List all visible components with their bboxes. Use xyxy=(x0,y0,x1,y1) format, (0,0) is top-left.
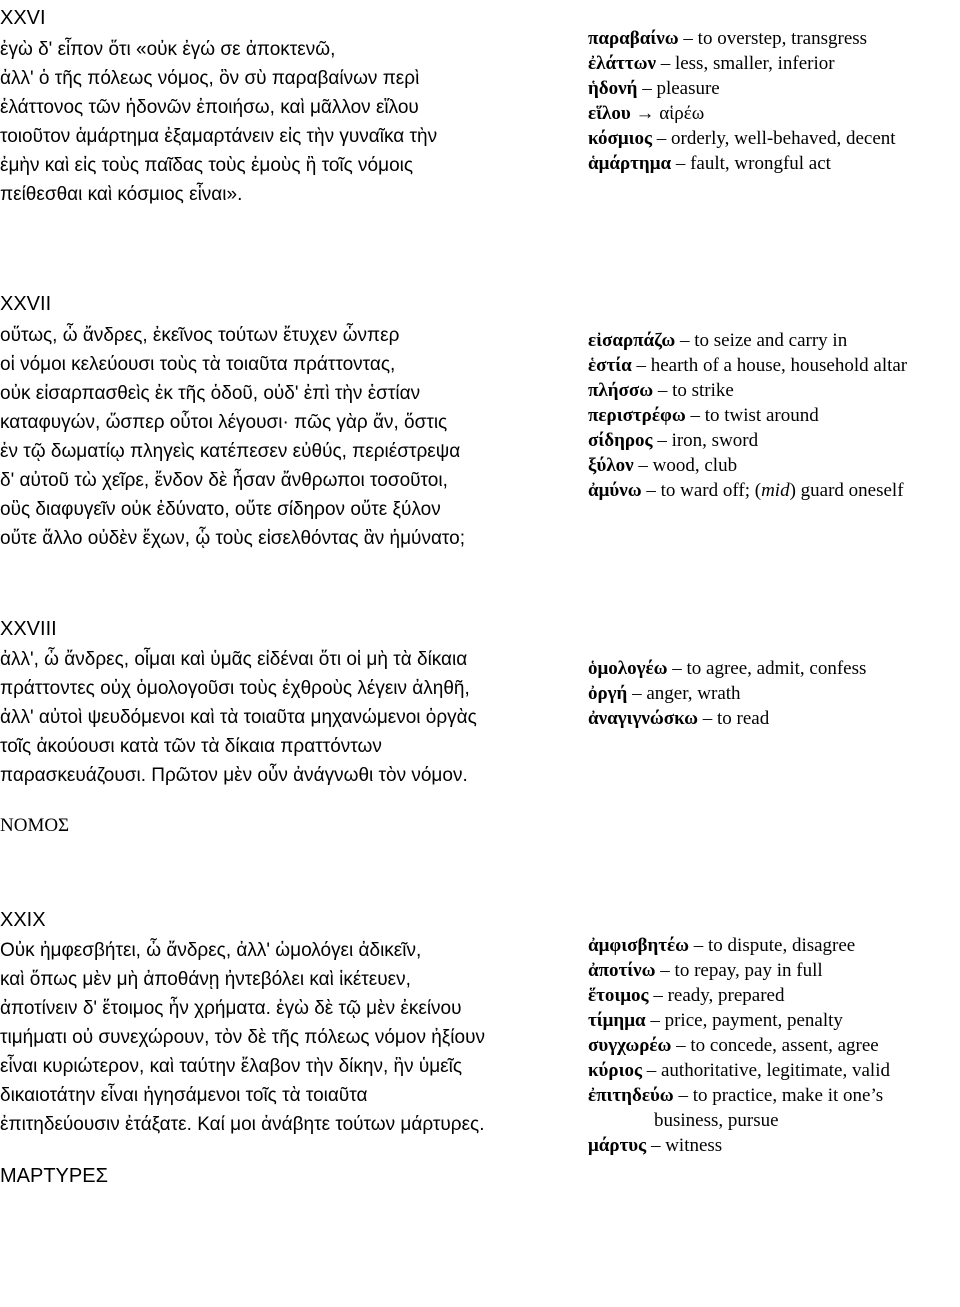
section-number: XXVII xyxy=(0,293,52,315)
vocab-definition: – to twist around xyxy=(690,405,819,426)
vocab-definition: – price, payment, penalty xyxy=(650,1010,843,1031)
passage-column xyxy=(0,6,578,209)
vocab-word: ὁμολογέω xyxy=(588,658,668,679)
vocab-word: εἰσαρπάζω xyxy=(588,330,676,351)
vocab-word: ἐπιτηδεύω xyxy=(588,1085,674,1106)
vocab-entry xyxy=(588,328,960,353)
vocab-entry xyxy=(588,101,960,126)
vocabulary-list xyxy=(588,933,960,1158)
vocab-word: ἀμφισβητέω xyxy=(588,935,690,956)
vocabulary-list xyxy=(588,656,960,731)
vocab-word: παραβαίνω xyxy=(588,28,679,49)
vocab-definition: – anger, wrath xyxy=(632,683,741,704)
vocab-word: ὀργή xyxy=(588,683,628,704)
vocab-definition: – pleasure xyxy=(642,78,720,99)
vocab-entry xyxy=(588,1083,960,1133)
vocab-definition: – less, smaller, inferior xyxy=(660,53,835,74)
vocab-definition: – to seize and carry in xyxy=(679,330,848,351)
vocab-entry xyxy=(588,1058,960,1083)
vocab-word: ξύλον xyxy=(588,455,634,476)
vocab-definition: – orderly, well-behaved, decent xyxy=(656,128,896,149)
vocab-entry xyxy=(588,1133,960,1158)
vocab-word: σίδηρος xyxy=(588,430,653,451)
vocab-word: ἕτοιμος xyxy=(588,985,649,1006)
vocab-entry xyxy=(588,51,960,76)
document-label: ΝΟΜΟΣ xyxy=(0,815,70,836)
vocab-definition: – to read xyxy=(702,708,770,729)
vocab-entry xyxy=(588,933,960,958)
vocab-definition: – fault, wrongful act xyxy=(675,153,831,174)
section-number: XXVIII xyxy=(0,618,57,640)
vocab-entry xyxy=(588,1033,960,1058)
vocab-word: μάρτυς xyxy=(588,1135,647,1156)
vocab-definition: – witness xyxy=(650,1135,723,1156)
vocab-entry xyxy=(588,656,960,681)
vocab-definition: – to concede, assent, agree xyxy=(676,1035,879,1056)
vocab-word: ἡδονή xyxy=(588,78,638,99)
greek-passage: ἐγὼ δ' εἶπον ὅτι «οὐκ ἐγώ σε ἀποκτενῶ, ἀλλ' ὁ τῆς πόλεως νόμος, ὃν σὺ παραβαίνων περὶ ἐλάττονος τῶν ἡδονῶν ἐποιήσω, καὶ μᾶλλον εἵλου τοιοῦτον ἁμάρτημα ἐξαμαρτάνειν εἰς τὴν γυναῖκα τὴν ἐμὴν καὶ εἰς τοὺς παῖδας τοὺς ἐμοὺς ἢ τοῖς νόμοις πείθεσθαι καὶ κόσμιος εἶναι». xyxy=(0,39,438,205)
vocab-word: ἑστία xyxy=(588,355,632,376)
vocab-definition: – iron, sword xyxy=(657,430,759,451)
vocab-word: κόσμιος xyxy=(588,128,653,149)
vocab-definition: – to dispute, disagree xyxy=(693,935,856,956)
vocab-word: ἀναγιγνώσκω xyxy=(588,708,698,729)
vocab-word: εἵλου xyxy=(588,103,631,124)
section-number: XXIX xyxy=(0,909,46,931)
passage-column xyxy=(0,908,578,1188)
vocab-entry xyxy=(588,478,960,503)
vocab-definition: – ready, prepared xyxy=(653,985,785,1006)
greek-passage: ἀλλ', ὦ ἄνδρες, οἶμαι καὶ ὑμᾶς εἰδέναι ὅτι οἱ μὴ τὰ δίκαια πράττοντες οὐχ ὁμολογοῦσι τοὺς ἐχθροὺς λέγειν ἀληθῆ, ἀλλ' αὐτοὶ ψευδόμενοι καὶ τὰ τοιαῦτα μηχανώμενοι ὀργὰς τοῖς ἀκούουσι κατὰ τῶν τὰ δίκαια πραττόντων παρασκευάζουσι. Πρῶτον μὲν οὖν ἀνάγνωθι τὸν νόμον. xyxy=(0,649,477,786)
vocab-entry xyxy=(588,126,960,151)
document-label: ΜΑΡΤΥΡΕΣ xyxy=(0,1165,108,1187)
vocabulary-list xyxy=(588,26,960,176)
vocab-entry xyxy=(588,428,960,453)
vocab-definition: – to overstep, transgress xyxy=(683,28,868,49)
vocab-entry xyxy=(588,378,960,403)
passage-column xyxy=(0,617,578,837)
vocab-word: ἀμύνω xyxy=(588,480,642,501)
vocab-entry xyxy=(588,1008,960,1033)
passage-column xyxy=(0,292,578,553)
vocab-entry xyxy=(588,681,960,706)
vocab-definition: – to strike xyxy=(657,380,734,401)
vocab-entry xyxy=(588,453,960,478)
vocab-definition: – to ward off; (mid) guard oneself xyxy=(646,480,904,501)
greek-passage: Οὐκ ἠμφεσβήτει, ὦ ἄνδρες, ἀλλ' ὡμολόγει ἀδικεῖν, καὶ ὅπως μὲν μὴ ἀποθάνῃ ἠντεβόλει καὶ ἱκέτευεν, ἀποτίνειν δ' ἕτοιμος ἦν χρήματα. ἐγὼ δὲ τῷ μὲν ἐκείνου τιμήματι οὐ συνεχώρουν, τὸν δὲ τῆς πόλεως νόμον ἠξίουν εἶναι κυριώτερον, καὶ ταύτην ἔλαβον τὴν δίκην, ἣν ὑμεῖς δικαιοτάτην εἶναι ἡγησάμενοι τοῖς τὰ τοιαῦτα ἐπιτηδεύουσιν ἐτάξατε. Καί μοι ἀνάβητε τούτων μάρτυρες. xyxy=(0,940,485,1135)
vocab-word: συγχωρέω xyxy=(588,1035,672,1056)
vocabulary-list xyxy=(588,328,960,503)
vocab-entry xyxy=(588,76,960,101)
greek-passage: οὕτως, ὦ ἄνδρες, ἐκεῖνος τούτων ἔτυχεν ὧνπερ οἱ νόμοι κελεύουσι τοὺς τὰ τοιαῦτα πράττοντας, οὐκ εἰσαρπασθεὶς ἐκ τῆς ὁδοῦ, οὐδ' ἐπὶ τὴν ἑστίαν καταφυγών, ὥσπερ οὗτοι λέγουσι· πῶς γὰρ ἄν, ὅστις ἐν τῷ δωματίῳ πληγεὶς κατέπεσεν εὐθύς, περιέστρεψα δ' αὐτοῦ τὼ χεῖρε, ἔνδον δὲ ἦσαν ἄνθρωποι τοσοῦτοι, οὓς διαφυγεῖν οὐκ ἐδύνατο, οὔτε σίδηρον οὔτε ξύλον οὔτε ἄλλο οὐδὲν ἔχων, ᾧ τοὺς εἰσελθόντας ἂν ἠμύνατο; xyxy=(0,325,466,549)
vocab-word: κύριος xyxy=(588,1060,642,1081)
vocab-word: ἁμάρτημα xyxy=(588,153,672,174)
vocab-entry xyxy=(588,353,960,378)
vocab-entry xyxy=(588,403,960,428)
vocab-entry xyxy=(588,958,960,983)
section-number: XXVI xyxy=(0,7,46,29)
vocab-definition: – authoritative, legitimate, valid xyxy=(646,1060,890,1081)
vocab-entry xyxy=(588,706,960,731)
vocab-word: τίμημα xyxy=(588,1010,646,1031)
vocab-word: περιστρέφω xyxy=(588,405,686,426)
vocab-definition-continued: business, pursue xyxy=(654,1110,779,1131)
vocab-definition: – to agree, admit, confess xyxy=(672,658,867,679)
vocab-word: ἀποτίνω xyxy=(588,960,656,981)
vocab-word: ἐλάττων xyxy=(588,53,656,74)
vocab-entry xyxy=(588,983,960,1008)
vocab-entry xyxy=(588,151,960,176)
vocab-word: πλήσσω xyxy=(588,380,654,401)
vocab-definition: – wood, club xyxy=(638,455,738,476)
vocab-definition: → αἱρέω xyxy=(635,103,705,124)
vocab-definition: – to repay, pay in full xyxy=(660,960,823,981)
vocab-entry xyxy=(588,26,960,51)
vocab-definition: – hearth of a house, household altar xyxy=(636,355,908,376)
vocab-definition: – to practice, make it one’s xyxy=(678,1085,884,1106)
